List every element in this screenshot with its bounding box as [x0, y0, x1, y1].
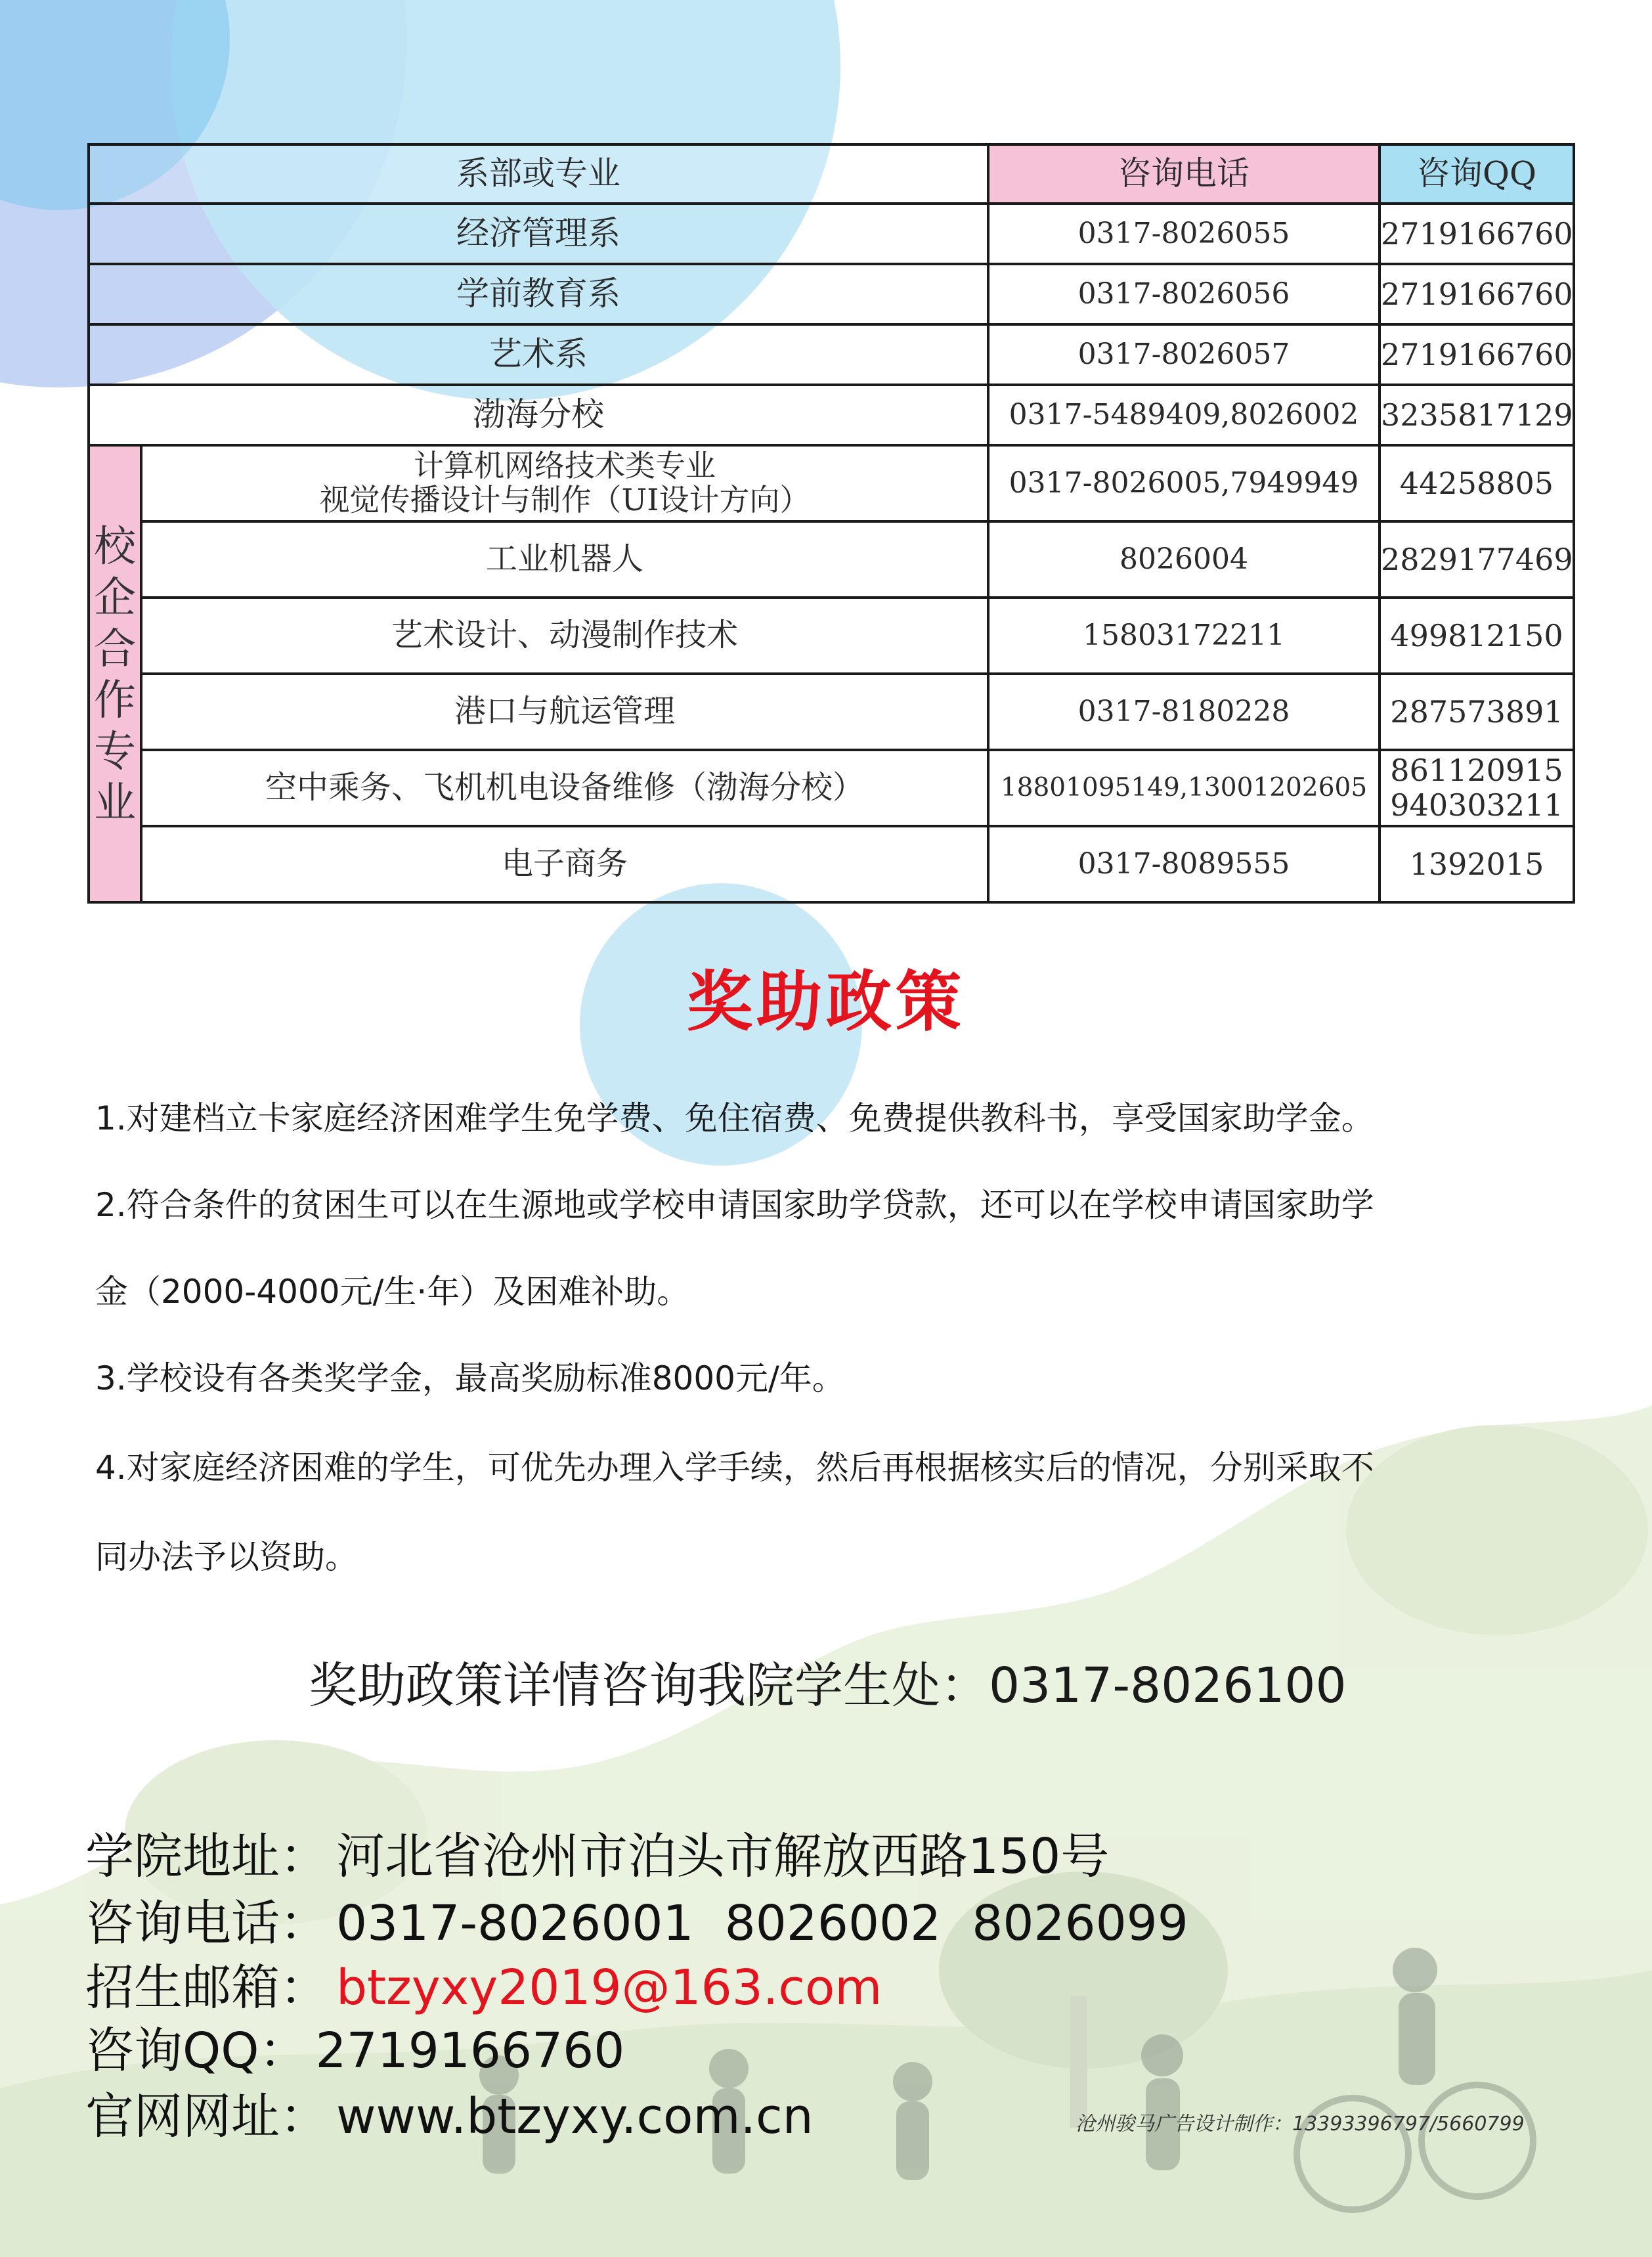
qq-line: 861120915 — [1390, 753, 1563, 789]
coop-side-label — [89, 445, 141, 902]
table-row — [89, 750, 1574, 826]
dept-cell: 艺术系 — [89, 324, 988, 385]
header-qq: 咨询QQ — [1380, 144, 1574, 204]
address-value: 河北省沧州市泊头市解放西路150号 — [336, 1828, 1110, 1885]
website-label: 官网网址： — [85, 2088, 328, 2145]
phone-cell: 0317-8026005,7949949 — [988, 445, 1380, 521]
address-label: 学院地址： — [85, 1828, 328, 1885]
header-phone: 咨询电话 — [988, 144, 1380, 204]
email-label: 招生邮箱： — [85, 1960, 328, 2016]
dept-cell: 工业机器人 — [141, 521, 988, 598]
qq-cell — [1380, 750, 1574, 826]
table-row — [89, 385, 1574, 445]
phone-label: 咨询电话： — [85, 1895, 328, 1952]
info-phone — [85, 1885, 1188, 1954]
design-credit: 沧州骏马广告设计制作：13393396797/5660799 — [1076, 2113, 1525, 2136]
dept-cell: 港口与航运管理 — [141, 674, 988, 750]
email-link[interactable]: btzyxy2019@163.com — [336, 1960, 882, 2016]
policy-title: 奖助政策 — [687, 963, 965, 1040]
table-row — [89, 445, 1574, 521]
qq-cell: 287573891 — [1380, 674, 1574, 750]
website-link[interactable]: www.btzyxy.com.cn — [336, 2088, 814, 2145]
phone-cell: 0317-8180228 — [988, 674, 1380, 750]
dept-line: 视觉传播设计与制作（UI设计方向） — [319, 482, 810, 517]
coop-label-text: 校企合作专业 — [94, 522, 136, 828]
phone-cell: 0317-5489409,8026002 — [988, 385, 1380, 445]
phone-cell: 18801095149,13001202605 — [988, 750, 1380, 826]
phone-cell: 0317-8026055 — [988, 204, 1380, 264]
table-row — [89, 324, 1574, 385]
dept-cell: 学前教育系 — [89, 264, 988, 324]
dept-cell: 空中乘务、飞机机电设备维修（渤海分校） — [141, 750, 988, 826]
phone-cell: 0317-8026057 — [988, 324, 1380, 385]
contact-table — [87, 143, 1575, 904]
policy-item-1: 1.对建档立卡家庭经济困难学生免学费、免住宿费、免费提供教科书，享受国家助学金。 — [95, 1099, 1374, 1137]
table-row — [89, 521, 1574, 598]
qq-line: 940303211 — [1390, 787, 1563, 823]
qq-cell: 2829177469 — [1380, 521, 1574, 598]
policy-contact: 奖助政策详情咨询我院学生处：0317-8026100 — [309, 1657, 1347, 1714]
qq-cell: 2719166760 — [1380, 324, 1574, 385]
qq-label: 咨询QQ： — [85, 2023, 308, 2079]
qq-cell: 2719166760 — [1380, 204, 1574, 264]
phone-value: 0317-8026001 8026002 8026099 — [336, 1895, 1188, 1952]
dept-line: 计算机网络技术类专业 — [414, 448, 716, 484]
table-row — [89, 264, 1574, 324]
dept-cell: 艺术设计、动漫制作技术 — [141, 598, 988, 674]
info-address — [85, 1818, 1109, 1887]
qq-value: 2719166760 — [315, 2023, 625, 2079]
dept-cell: 渤海分校 — [89, 385, 988, 445]
qq-cell: 1392015 — [1380, 826, 1574, 902]
table-row — [89, 598, 1574, 674]
table-row — [89, 204, 1574, 264]
policy-item-2-line-2: 金（2000-4000元/生·年）及困难补助。 — [95, 1273, 690, 1311]
header-dept: 系部或专业 — [89, 144, 988, 204]
phone-cell: 8026004 — [988, 521, 1380, 598]
qq-cell: 3235817129 — [1380, 385, 1574, 445]
dept-cell — [141, 445, 988, 521]
phone-cell: 0317-8089555 — [988, 826, 1380, 902]
table-row — [89, 826, 1574, 902]
phone-cell: 0317-8026056 — [988, 264, 1380, 324]
dept-cell: 经济管理系 — [89, 204, 988, 264]
info-qq — [85, 2012, 624, 2082]
table-row — [89, 674, 1574, 750]
qq-cell: 2719166760 — [1380, 264, 1574, 324]
phone-cell: 15803172211 — [988, 598, 1380, 674]
policy-item-3: 3.学校设有各类奖学金，最高奖励标准8000元/年。 — [95, 1359, 845, 1397]
policy-item-4-line-1: 4.对家庭经济困难的学生，可优先办理入学手续，然后再根据核实后的情况，分别采取不 — [95, 1449, 1374, 1487]
qq-cell: 44258805 — [1380, 445, 1574, 521]
info-website — [85, 2078, 814, 2147]
dept-cell: 电子商务 — [141, 826, 988, 902]
table-header-row — [89, 144, 1574, 204]
qq-cell: 499812150 — [1380, 598, 1574, 674]
info-email — [85, 1949, 882, 2019]
policy-item-4-line-2: 同办法予以资助。 — [95, 1538, 358, 1576]
policy-item-2-line-1: 2.符合条件的贫困生可以在生源地或学校申请国家助学贷款，还可以在学校申请国家助学 — [95, 1186, 1374, 1224]
